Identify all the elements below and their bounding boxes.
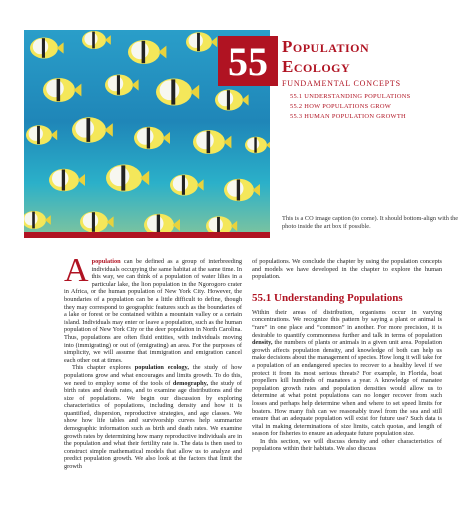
butterflyfish bbox=[106, 165, 149, 192]
body-column-right bbox=[252, 258, 442, 453]
butterflyfish bbox=[43, 78, 81, 102]
butterflyfish bbox=[80, 212, 114, 233]
overview-text-start: This chapter explores bbox=[72, 364, 135, 372]
butterflyfish bbox=[224, 179, 260, 202]
concept-item[interactable]: 55.1 UNDERSTANDING POPULATIONS bbox=[290, 93, 411, 100]
butterflyfish bbox=[134, 127, 170, 150]
butterflyfish bbox=[144, 214, 180, 234]
section-text-start: Within their areas of distribution, organisms occur in varying concentrations. We recognize this pattern by saying a plant or animal is “rare” in one place and “common” in another. For more precision, it is desirable to quantify commonness further and talk in terms of population bbox=[252, 308, 442, 339]
drop-cap: A bbox=[64, 252, 89, 289]
fundamental-concepts-label: FUNDAMENTAL CONCEPTS bbox=[282, 79, 401, 88]
overview-text-middle: the study of how populations grow and what encourages and limits growth. To do this, we need to employ some of the tools of bbox=[64, 364, 242, 387]
butterflyfish bbox=[26, 125, 57, 145]
butterflyfish bbox=[82, 31, 111, 49]
butterflyfish bbox=[128, 40, 166, 64]
chapter-title-line2: Ecology bbox=[282, 57, 351, 76]
intro-paragraph bbox=[64, 252, 242, 364]
butterflyfish bbox=[49, 169, 85, 192]
section-paragraph-1 bbox=[252, 309, 442, 438]
chapter-title-line1: Population bbox=[282, 37, 370, 56]
key-term-density: density, bbox=[252, 339, 273, 347]
body-column-left bbox=[64, 252, 243, 471]
butterflyfish bbox=[24, 211, 51, 229]
continuation-paragraph: of populations. We conclude the chapter by using the population concepts and models we have developed in the chapter to explore the human population. bbox=[252, 258, 442, 281]
butterflyfish bbox=[105, 75, 139, 96]
chapter-number: 55 bbox=[218, 36, 278, 86]
section-heading: 55.1 Understanding Populations bbox=[252, 291, 403, 304]
intro-text: can be defined as a group of interbreeding individuals occupying the same habitat at the same time. In this way, we can think of a population of water lilies in a particular lake, the lion population in the Ngorogoro crater in Africa, or the human population of New York City. However, the boundaries of a population can be a little difficult to define, though they may correspond to geographic features such as the boundaries of a lake or forest or be contained within a mountain valley or a certain island. Individuals may enter or leave a population, such as the human population of New York City or the deer population in North Carolina. Thus, populations are often fluid entities, with individuals moving into (immigrating) or out of (emigrating) an area. For the purposes of simplicity, we will assume that immigration and emigration cancel each other out at times. bbox=[64, 258, 242, 364]
key-term-population-ecology: population ecology, bbox=[134, 364, 189, 372]
overview-text-end: the study of birth rates and death rates, and to examine age distributions and the size of populations. We begin our discussion by exploring characteristics of populations, including density and how it is quantified, dispersion, reproductive strategies, and age classes. We show how life tables and survivorship curves help summarize demographic information such as birth and death rates. We examine growth rates by determining how many reproductive individuals are in the population and what their fertility rate is. The data is then used to construct simple mathematical models that allow us to analyze and predict population growth. We also look at the factors that limit the growth bbox=[64, 379, 243, 471]
butterflyfish bbox=[215, 90, 249, 111]
butterflyfish bbox=[245, 137, 270, 154]
concept-item[interactable]: 55.3 HUMAN POPULATION GROWTH bbox=[290, 113, 406, 120]
butterflyfish bbox=[72, 117, 113, 143]
chapter-overview-paragraph bbox=[64, 364, 242, 470]
butterflyfish bbox=[30, 38, 64, 59]
photo-accent-band bbox=[24, 232, 270, 238]
key-term-population: population bbox=[91, 258, 121, 265]
photo-caption: This is a CO image caption (to come). It should bottom-align with the photo inside the art box if possible. bbox=[282, 215, 459, 230]
section-paragraph-2: In this section, we will discuss density and other characteristics of populations within their habitats. We also discuss bbox=[252, 437, 442, 453]
butterflyfish bbox=[170, 175, 204, 196]
section-text-rest: the numbers of plants or animals in a given unit area. Population growth affects population density, and knowledge of both can help us make decisions about the management of species. How long it will take for a population of an endangered species to recover to a healthy level if we protect it from its most serious threats? For example, in Florida, boat propellers kill hundreds of manatees a year. A knowledge of manatee population growth rates and population densities would allow us to determine at what point populations can no longer recover from such losses and perhaps help determine when and where to set speed limits for boaters. How many fish can we reasonably trawl from the sea and still ensure that an adequate population will exist for future use? Such data is vital in making determinations of size limits, catch quotas, and length of season for fisheries to ensure an adequate future population size. bbox=[252, 339, 442, 438]
fundamental-concepts-list bbox=[290, 92, 470, 122]
butterflyfish bbox=[193, 130, 231, 154]
concept-item[interactable]: 55.2 HOW POPULATIONS GROW bbox=[290, 103, 392, 110]
chapter-title bbox=[282, 37, 462, 77]
key-term-demography: demography, bbox=[172, 379, 209, 387]
butterflyfish bbox=[186, 32, 217, 52]
butterflyfish bbox=[156, 79, 199, 106]
